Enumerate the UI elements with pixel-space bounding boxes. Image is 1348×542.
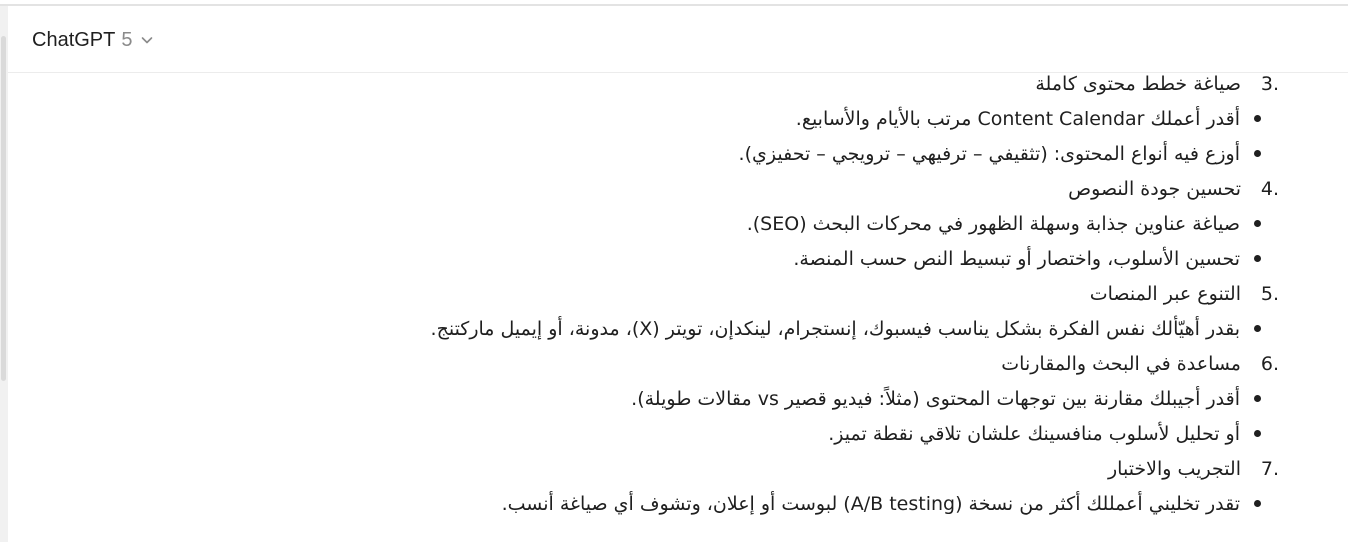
- model-version: 5: [121, 29, 133, 51]
- chevron-down-icon: [140, 33, 154, 47]
- bullet-icon: [1254, 115, 1261, 122]
- list-heading-text: التنوع عبر المنصات: [1089, 282, 1241, 305]
- list-number: 5.: [1260, 282, 1279, 305]
- list-item: [502, 486, 1280, 521]
- list-item-text: تحسين الأسلوب، واختصار أو تبسيط النص حسب المنصة.: [793, 247, 1240, 270]
- list-number: 3.: [1260, 72, 1279, 95]
- list-item: [739, 136, 1280, 171]
- chat-header: [8, 6, 1348, 73]
- bullet-icon: [1254, 325, 1261, 332]
- sidebar-scrollbar[interactable]: [0, 6, 8, 542]
- list-item-text: أوزع فيه أنواع المحتوى: (تثقيفي – ترفيهي – ترويجي – تحفيزي).: [738, 142, 1240, 165]
- list-heading-text: التجريب والاختبار: [1108, 457, 1241, 480]
- model-name: ChatGPT: [32, 29, 116, 51]
- list-item-text: صياغة عناوين جذابة وسهلة الظهور في محركات البحث (SEO).: [746, 212, 1240, 235]
- list-heading-7: [1108, 451, 1279, 486]
- list-item-text: تقدر تخليني أعمللك أكثر من نسخة (A/B testing) لبوست أو إعلان، وتشوف أي صياغة أنسب.: [501, 492, 1240, 515]
- list-heading-4: [1068, 171, 1279, 206]
- list-item: [828, 416, 1280, 451]
- list-item: [631, 381, 1280, 416]
- list-item-text: أقدر أعملك Content Calendar مرتب بالأيام والأسابيع.: [795, 107, 1240, 130]
- bullet-icon: [1254, 220, 1261, 227]
- list-heading-3: [1035, 72, 1279, 101]
- assistant-message: [8, 72, 1348, 542]
- list-item-text: بقدر أهيّألك نفس الفكرة بشكل يناسب فيسبوك، إنستجرام، لينكدإن، تويتر (X)، مدونة، أو إيميل ماركتنج.: [430, 317, 1240, 340]
- list-heading-text: صياغة خطط محتوى كاملة: [1035, 72, 1241, 95]
- list-number: 7.: [1260, 457, 1279, 480]
- list-number: 4.: [1260, 177, 1279, 200]
- bullet-icon: [1254, 430, 1261, 437]
- list-heading-5: [1090, 276, 1279, 311]
- list-number: 6.: [1260, 352, 1279, 375]
- list-heading-text: مساعدة في البحث والمقارنات: [1001, 352, 1241, 375]
- list-item-text: أقدر أجيبلك مقارنة بين توجهات المحتوى (مثلاً: فيديو قصير vs مقالات طويلة).: [631, 387, 1240, 410]
- list-item: [793, 241, 1280, 276]
- list-heading-6: [1001, 346, 1279, 381]
- list-item-text: أو تحليل لأسلوب منافسينك علشان تلاقي نقطة تميز.: [828, 422, 1240, 445]
- bullet-icon: [1254, 150, 1261, 157]
- list-item: [796, 101, 1280, 136]
- bullet-icon: [1254, 500, 1261, 507]
- bullet-icon: [1254, 255, 1261, 262]
- list-item: [431, 311, 1280, 346]
- model-picker-button[interactable]: [32, 28, 154, 52]
- list-heading-text: تحسين جودة النصوص: [1068, 177, 1241, 200]
- bullet-icon: [1254, 395, 1261, 402]
- sidebar-scrollbar-thumb[interactable]: [1, 36, 6, 381]
- list-item: [747, 206, 1280, 241]
